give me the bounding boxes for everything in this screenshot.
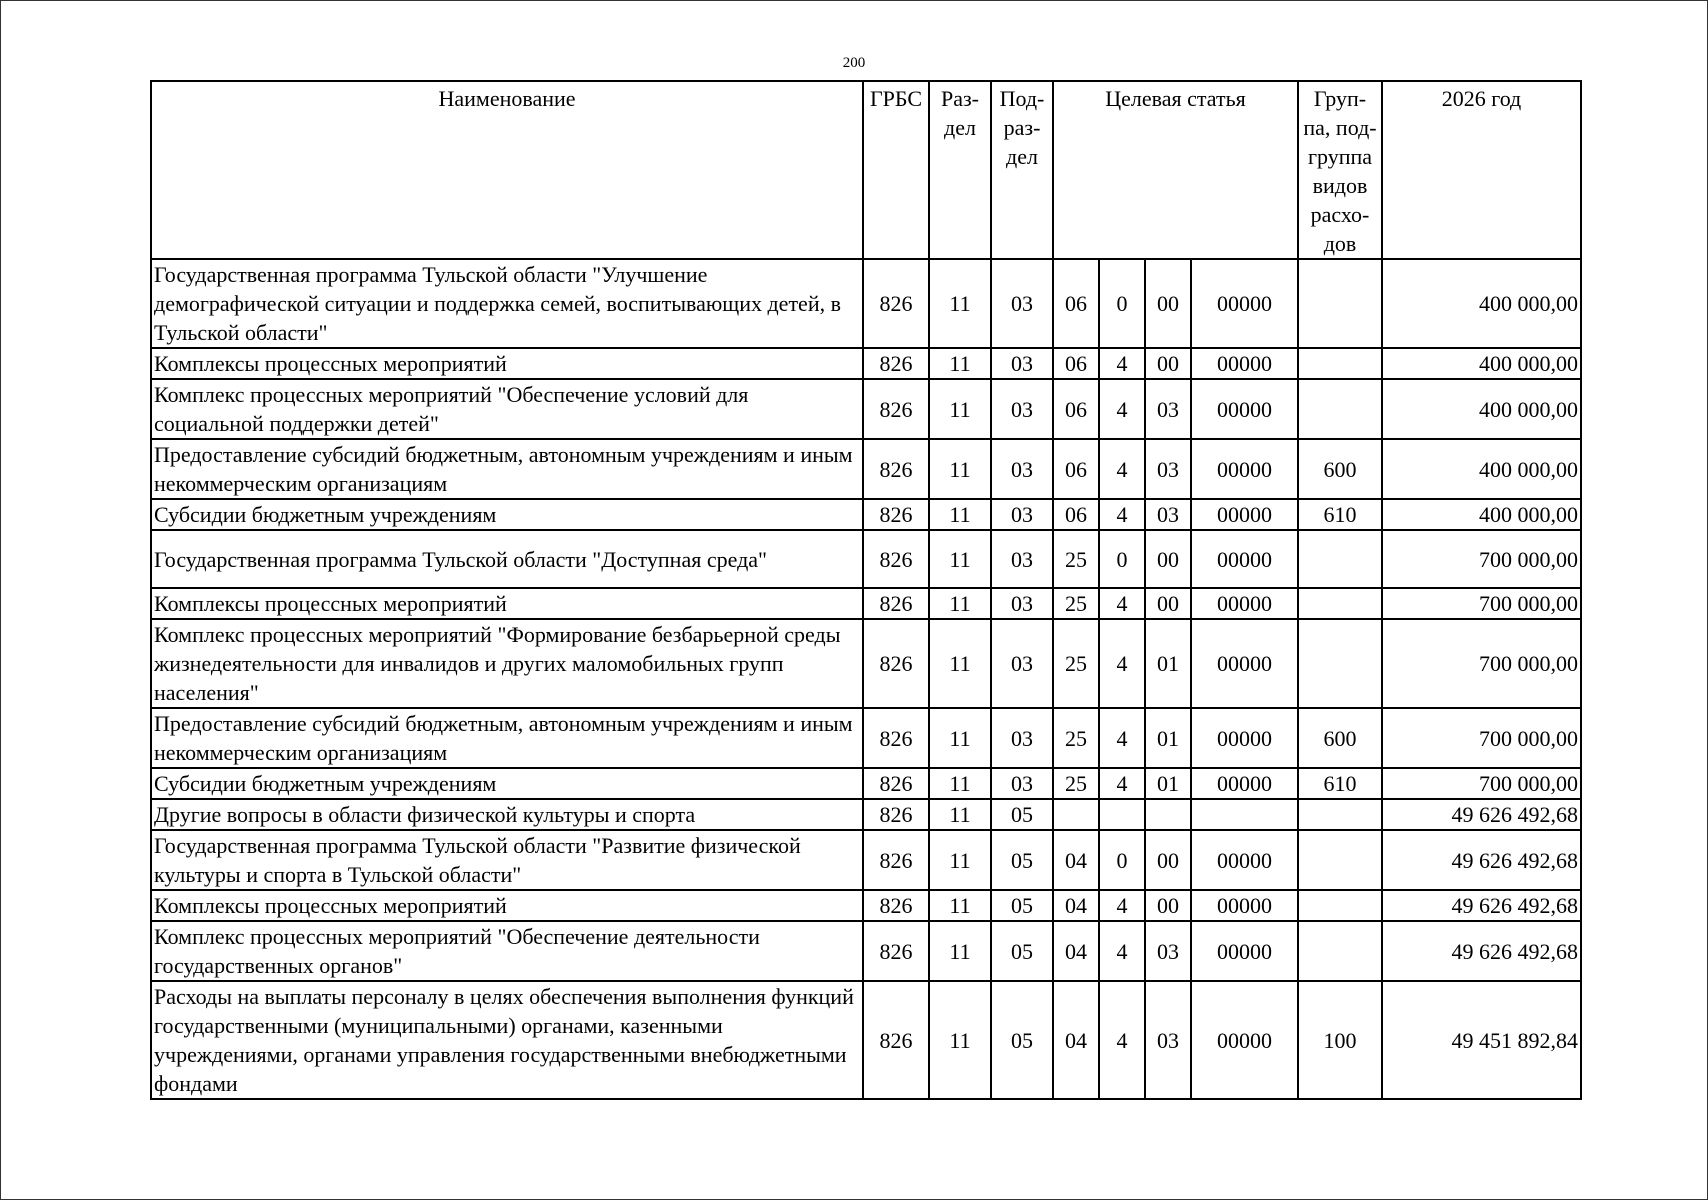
row-expense-group xyxy=(1298,921,1382,981)
row-target-direction: 00000 xyxy=(1191,830,1298,890)
row-target-direction: 00000 xyxy=(1191,499,1298,530)
table-row xyxy=(151,799,1581,830)
row-target-program: 06 xyxy=(1053,348,1099,379)
row-target-complex: 03 xyxy=(1145,439,1191,499)
row-target-complex: 01 xyxy=(1145,768,1191,799)
row-target-type: 4 xyxy=(1099,890,1145,921)
row-amount: 700 000,00 xyxy=(1382,708,1581,768)
row-amount: 49 626 492,68 xyxy=(1382,921,1581,981)
row-grbs: 826 xyxy=(863,830,929,890)
table-row xyxy=(151,379,1581,439)
row-target-program: 06 xyxy=(1053,499,1099,530)
table-row xyxy=(151,890,1581,921)
row-expense-group xyxy=(1298,259,1382,348)
row-target-program: 06 xyxy=(1053,259,1099,348)
header-year: 2026 год xyxy=(1382,81,1581,259)
row-podrazdel: 03 xyxy=(991,708,1053,768)
row-podrazdel: 03 xyxy=(991,439,1053,499)
row-amount: 700 000,00 xyxy=(1382,768,1581,799)
row-amount: 49 451 892,84 xyxy=(1382,981,1581,1099)
row-target-type: 4 xyxy=(1099,981,1145,1099)
row-podrazdel: 03 xyxy=(991,588,1053,619)
row-razdel: 11 xyxy=(929,921,991,981)
row-amount: 400 000,00 xyxy=(1382,499,1581,530)
table-row xyxy=(151,259,1581,348)
row-razdel: 11 xyxy=(929,259,991,348)
row-name: Предоставление субсидий бюджетным, автономным учреждениям и иным некоммерческим организациям xyxy=(151,439,863,499)
header-expense-group: Груп- па, под- группа видов расхо- дов xyxy=(1298,81,1382,259)
budget-table xyxy=(150,80,1582,1100)
row-expense-group: 100 xyxy=(1298,981,1382,1099)
row-target-type: 4 xyxy=(1099,348,1145,379)
row-target-type: 4 xyxy=(1099,439,1145,499)
row-razdel: 11 xyxy=(929,708,991,768)
row-target-type xyxy=(1099,799,1145,830)
table-row xyxy=(151,921,1581,981)
table-row xyxy=(151,499,1581,530)
row-target-direction xyxy=(1191,799,1298,830)
page-number: 200 xyxy=(842,55,866,71)
row-podrazdel: 05 xyxy=(991,799,1053,830)
row-target-complex: 00 xyxy=(1145,890,1191,921)
row-target-direction: 00000 xyxy=(1191,890,1298,921)
row-target-complex: 03 xyxy=(1145,921,1191,981)
row-grbs: 826 xyxy=(863,921,929,981)
row-name: Субсидии бюджетным учреждениям xyxy=(151,768,863,799)
row-podrazdel: 05 xyxy=(991,830,1053,890)
row-target-program: 04 xyxy=(1053,921,1099,981)
row-target-direction: 00000 xyxy=(1191,708,1298,768)
table-row xyxy=(151,348,1581,379)
row-target-type: 4 xyxy=(1099,379,1145,439)
row-target-complex: 03 xyxy=(1145,499,1191,530)
row-grbs: 826 xyxy=(863,981,929,1099)
row-amount: 400 000,00 xyxy=(1382,439,1581,499)
row-name: Комплексы процессных мероприятий xyxy=(151,348,863,379)
row-podrazdel: 05 xyxy=(991,890,1053,921)
row-razdel: 11 xyxy=(929,981,991,1099)
table-row xyxy=(151,439,1581,499)
row-name: Государственная программа Тульской области "Развитие физической культуры и спорта в Тульской области" xyxy=(151,830,863,890)
header-grbs: ГРБС xyxy=(863,81,929,259)
row-grbs: 826 xyxy=(863,890,929,921)
row-target-direction: 00000 xyxy=(1191,619,1298,708)
row-razdel: 11 xyxy=(929,379,991,439)
row-target-program: 04 xyxy=(1053,981,1099,1099)
row-target-program: 25 xyxy=(1053,768,1099,799)
row-podrazdel: 03 xyxy=(991,768,1053,799)
row-podrazdel: 03 xyxy=(991,379,1053,439)
row-grbs: 826 xyxy=(863,379,929,439)
table-row xyxy=(151,830,1581,890)
row-expense-group xyxy=(1298,799,1382,830)
row-target-complex: 00 xyxy=(1145,830,1191,890)
row-podrazdel: 05 xyxy=(991,921,1053,981)
row-expense-group xyxy=(1298,588,1382,619)
row-target-complex: 03 xyxy=(1145,981,1191,1099)
row-name: Государственная программа Тульской области "Улучшение демографической ситуации и поддержка семей, воспитывающих детей, в Тульской области" xyxy=(151,259,863,348)
table-row xyxy=(151,588,1581,619)
row-amount: 700 000,00 xyxy=(1382,619,1581,708)
row-expense-group xyxy=(1298,348,1382,379)
row-amount: 49 626 492,68 xyxy=(1382,890,1581,921)
row-grbs: 826 xyxy=(863,799,929,830)
row-razdel: 11 xyxy=(929,530,991,588)
row-podrazdel: 03 xyxy=(991,530,1053,588)
row-target-program: 25 xyxy=(1053,588,1099,619)
row-expense-group xyxy=(1298,890,1382,921)
row-target-program: 25 xyxy=(1053,708,1099,768)
row-podrazdel: 05 xyxy=(991,981,1053,1099)
row-name: Комплексы процессных мероприятий xyxy=(151,890,863,921)
row-razdel: 11 xyxy=(929,830,991,890)
row-expense-group: 600 xyxy=(1298,708,1382,768)
row-target-program: 06 xyxy=(1053,439,1099,499)
row-expense-group xyxy=(1298,379,1382,439)
row-amount: 400 000,00 xyxy=(1382,379,1581,439)
table-row xyxy=(151,530,1581,588)
row-name: Государственная программа Тульской области "Доступная среда" xyxy=(151,530,863,588)
row-target-complex: 01 xyxy=(1145,708,1191,768)
row-expense-group: 610 xyxy=(1298,499,1382,530)
row-grbs: 826 xyxy=(863,499,929,530)
table-body xyxy=(151,259,1581,1099)
row-grbs: 826 xyxy=(863,768,929,799)
row-target-complex: 03 xyxy=(1145,379,1191,439)
row-target-direction: 00000 xyxy=(1191,439,1298,499)
row-expense-group: 610 xyxy=(1298,768,1382,799)
row-grbs: 826 xyxy=(863,439,929,499)
row-target-direction: 00000 xyxy=(1191,981,1298,1099)
row-amount: 700 000,00 xyxy=(1382,530,1581,588)
row-target-program: 25 xyxy=(1053,619,1099,708)
row-target-type: 4 xyxy=(1099,708,1145,768)
row-target-complex: 00 xyxy=(1145,588,1191,619)
row-name: Расходы на выплаты персоналу в целях обеспечения выполнения функций государственными (муниципальными) органами, казенными учреждениями, органами управления государственными внебюджетными фондами xyxy=(151,981,863,1099)
row-podrazdel: 03 xyxy=(991,499,1053,530)
row-grbs: 826 xyxy=(863,619,929,708)
row-target-program: 04 xyxy=(1053,890,1099,921)
row-grbs: 826 xyxy=(863,708,929,768)
row-grbs: 826 xyxy=(863,530,929,588)
row-target-program xyxy=(1053,799,1099,830)
row-razdel: 11 xyxy=(929,439,991,499)
row-name: Субсидии бюджетным учреждениям xyxy=(151,499,863,530)
row-target-complex: 00 xyxy=(1145,348,1191,379)
row-razdel: 11 xyxy=(929,768,991,799)
row-razdel: 11 xyxy=(929,588,991,619)
row-podrazdel: 03 xyxy=(991,619,1053,708)
row-amount: 49 626 492,68 xyxy=(1382,799,1581,830)
row-grbs: 826 xyxy=(863,588,929,619)
row-target-direction: 00000 xyxy=(1191,768,1298,799)
row-podrazdel: 03 xyxy=(991,348,1053,379)
row-expense-group xyxy=(1298,619,1382,708)
table-row xyxy=(151,619,1581,708)
row-name: Другие вопросы в области физической культуры и спорта xyxy=(151,799,863,830)
row-target-type: 0 xyxy=(1099,259,1145,348)
row-razdel: 11 xyxy=(929,348,991,379)
row-target-program: 25 xyxy=(1053,530,1099,588)
header-name: Наименование xyxy=(151,81,863,259)
row-grbs: 826 xyxy=(863,348,929,379)
row-expense-group xyxy=(1298,530,1382,588)
row-amount: 49 626 492,68 xyxy=(1382,830,1581,890)
row-razdel: 11 xyxy=(929,890,991,921)
table-row xyxy=(151,981,1581,1099)
row-target-type: 4 xyxy=(1099,768,1145,799)
header-row xyxy=(151,81,1581,259)
row-razdel: 11 xyxy=(929,499,991,530)
row-target-direction: 00000 xyxy=(1191,921,1298,981)
row-target-direction: 00000 xyxy=(1191,379,1298,439)
row-target-complex: 00 xyxy=(1145,259,1191,348)
row-target-type: 4 xyxy=(1099,619,1145,708)
row-target-program: 04 xyxy=(1053,830,1099,890)
row-target-program: 06 xyxy=(1053,379,1099,439)
row-target-type: 0 xyxy=(1099,530,1145,588)
row-target-type: 4 xyxy=(1099,588,1145,619)
row-target-direction: 00000 xyxy=(1191,348,1298,379)
row-razdel: 11 xyxy=(929,619,991,708)
row-target-complex xyxy=(1145,799,1191,830)
row-amount: 400 000,00 xyxy=(1382,259,1581,348)
row-target-complex: 00 xyxy=(1145,530,1191,588)
table-row xyxy=(151,708,1581,768)
row-name: Комплекс процессных мероприятий "Обеспечение условий для социальной поддержки детей" xyxy=(151,379,863,439)
header-podrazdel: Под- раз- дел xyxy=(991,81,1053,259)
row-name: Предоставление субсидий бюджетным, автономным учреждениям и иным некоммерческим организациям xyxy=(151,708,863,768)
row-amount: 700 000,00 xyxy=(1382,588,1581,619)
row-expense-group: 600 xyxy=(1298,439,1382,499)
row-target-type: 4 xyxy=(1099,499,1145,530)
table-row xyxy=(151,768,1581,799)
header-target-article: Целевая статья xyxy=(1053,81,1298,259)
row-grbs: 826 xyxy=(863,259,929,348)
row-amount: 400 000,00 xyxy=(1382,348,1581,379)
header-razdel: Раз- дел xyxy=(929,81,991,259)
row-expense-group xyxy=(1298,830,1382,890)
row-podrazdel: 03 xyxy=(991,259,1053,348)
row-name: Комплекс процессных мероприятий "Формирование безбарьерной среды жизнедеятельности для инвалидов и других маломобильных групп населения" xyxy=(151,619,863,708)
row-name: Комплексы процессных мероприятий xyxy=(151,588,863,619)
row-razdel: 11 xyxy=(929,799,991,830)
row-target-direction: 00000 xyxy=(1191,588,1298,619)
row-target-direction: 00000 xyxy=(1191,530,1298,588)
row-target-complex: 01 xyxy=(1145,619,1191,708)
row-target-type: 0 xyxy=(1099,830,1145,890)
row-target-direction: 00000 xyxy=(1191,259,1298,348)
row-name: Комплекс процессных мероприятий "Обеспечение деятельности государственных органов" xyxy=(151,921,863,981)
row-target-type: 4 xyxy=(1099,921,1145,981)
